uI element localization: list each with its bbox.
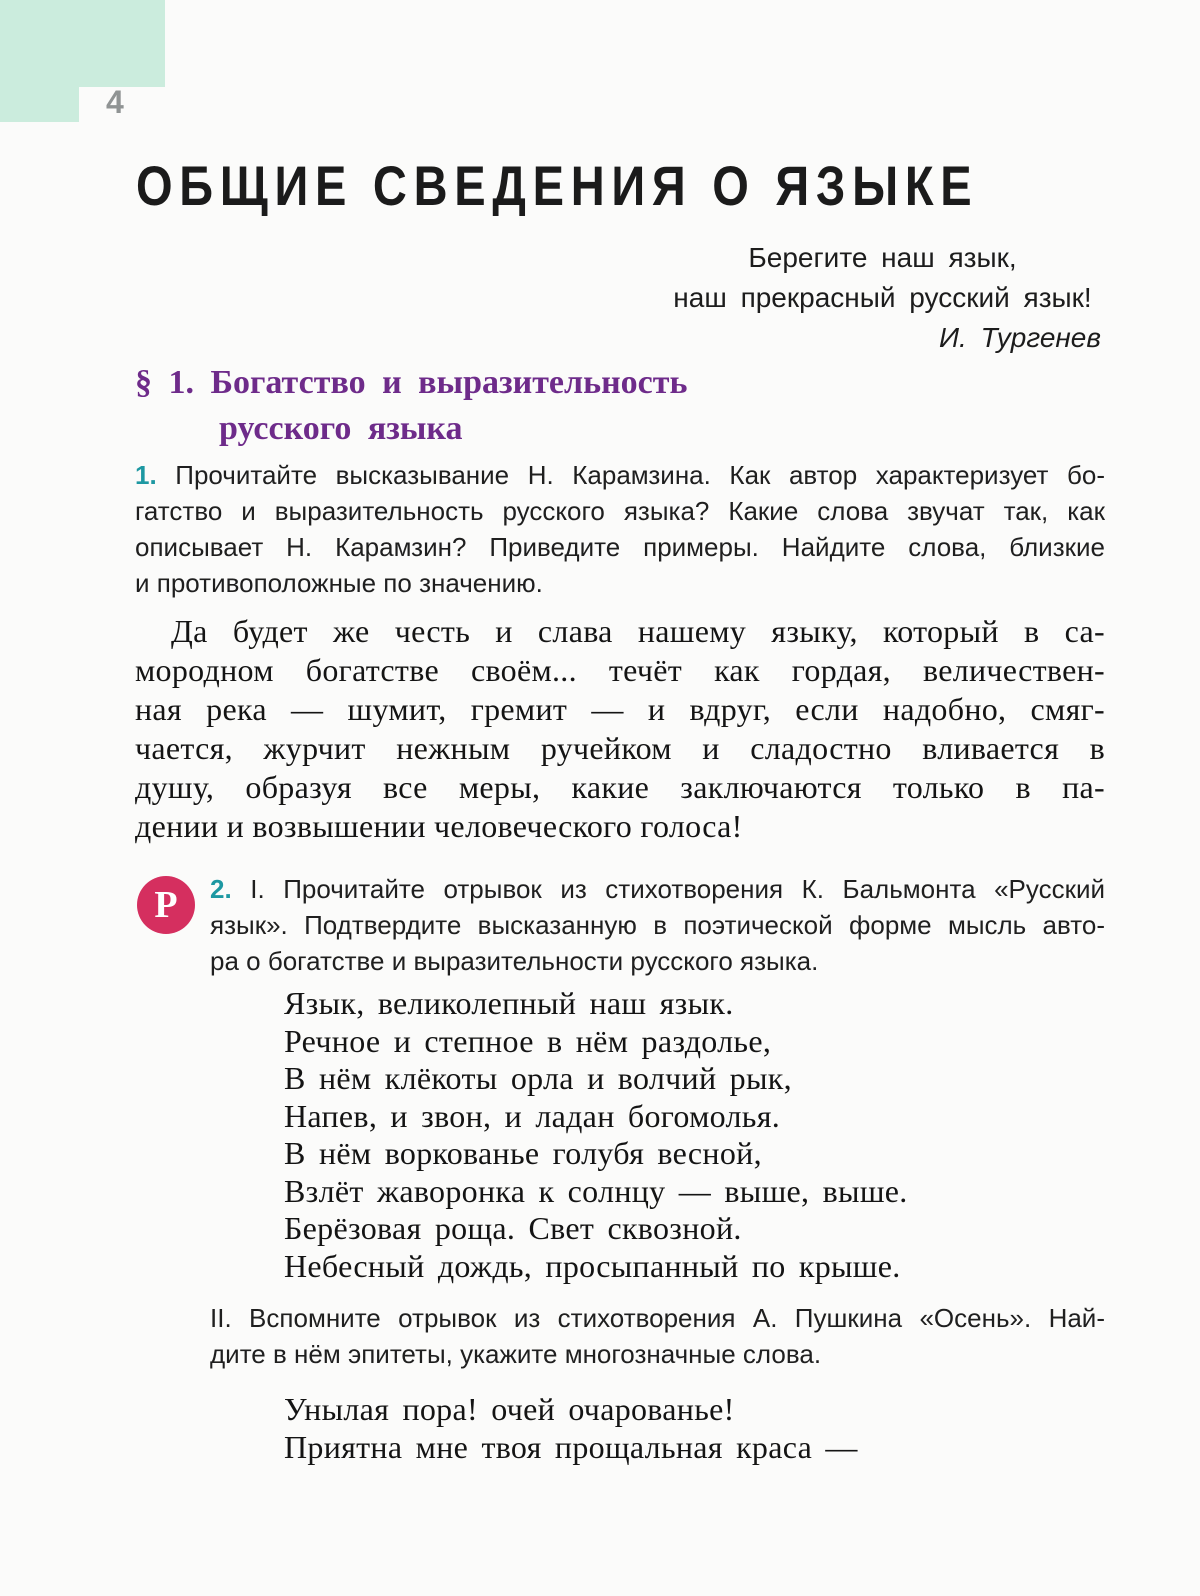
text-line: ная река — шумит, гремит — и вдруг, если надобно, смяг-: [135, 691, 1105, 727]
text-line: Да будет же честь и слава нашему языку, который в са-: [171, 613, 1105, 649]
text-line: описывает Н. Карамзин? Приведите примеры. Найдите слова, близкие: [135, 532, 1105, 562]
text-line: В нём воркованье голубя весной,: [284, 1135, 762, 1171]
chapter-title: ОБЩИЕ СВЕДЕНИЯ О ЯЗЫКЕ: [136, 154, 979, 217]
exercise-2: [210, 871, 1105, 979]
text-line: Взлёт жаворонка к солнцу — выше, выше.: [284, 1172, 908, 1209]
text-line: Берёзовая роща. Свет сквозной.: [284, 1210, 742, 1246]
text-line: II. Вспомните отрывок из стихотворения А. Пушкина «Осень». Най-: [210, 1303, 1105, 1333]
text-line: Речное и степное в нём раздолье,: [284, 1022, 772, 1059]
text-line: чается, журчит нежным ручейком и сладостно вливается в: [135, 730, 1105, 766]
text-line: 1. Прочитайте высказывание Н. Карамзина. Как автор характеризует бо-: [135, 460, 1105, 490]
text-line: 2. I. Прочитайте отрывок из стихотворения К. Бальмонта «Русский: [210, 874, 1105, 904]
pushkin-poem: [284, 1390, 858, 1466]
text-line: Напев, и звон, и ладан богомолья.: [284, 1097, 781, 1134]
text-line: душу, образуя все меры, какие заключаются только в па-: [135, 769, 1105, 805]
text-line: Язык, великолепный наш язык.: [284, 985, 734, 1021]
exercise-1: [135, 457, 1105, 601]
text-line: язык». Подтвердите высказанную в поэтической форме мысль авто-: [210, 910, 1105, 940]
epigraph-line: Берегите наш язык,: [748, 242, 1017, 273]
text-line: Небесный дождь, просыпанный по крыше.: [284, 1247, 901, 1284]
text-line: гатство и выразительность русского языка? Какие слова звучат так, как: [135, 496, 1105, 526]
exercise-2-part-2: [210, 1300, 1105, 1372]
text-line: и противоположные по значению.: [135, 568, 543, 598]
paragraph-mark: § 1.: [135, 364, 194, 401]
text-line: Унылая пора! очей очарованье!: [284, 1391, 735, 1427]
exercise-number: 1.: [135, 460, 157, 490]
epigraph: [660, 238, 1105, 358]
section-heading: [135, 360, 687, 452]
balmont-poem: [284, 985, 908, 1285]
speech-development-badge: Р: [137, 876, 195, 934]
corner-tab: [0, 0, 165, 87]
text-line: Приятна мне твоя прощальная краса —: [284, 1429, 858, 1465]
section-heading-line: русского языка: [219, 410, 463, 447]
text-line: дите в нём эпитеты, укажите многозначные слова.: [210, 1339, 822, 1369]
karamzin-quote: [135, 612, 1105, 846]
text-line: В нём клёкоты орла и волчий рык,: [284, 1060, 792, 1096]
section-heading-text: Богатство и выразительность: [210, 364, 688, 401]
text-line: мородном богатстве своём... течёт как гордая, величествен-: [135, 652, 1105, 688]
text-line: ра о богатстве и выразительности русского языка.: [210, 946, 819, 976]
text-line: дении и возвышении человеческого голоса!: [135, 808, 743, 844]
corner-tab-step: [0, 87, 79, 122]
section-heading-line: [135, 360, 687, 406]
epigraph-author: И. Тургенев: [939, 322, 1101, 353]
epigraph-line: наш прекрасный русский язык!: [673, 282, 1092, 313]
exercise-number: 2.: [210, 874, 232, 904]
page-number: 4: [106, 84, 124, 120]
